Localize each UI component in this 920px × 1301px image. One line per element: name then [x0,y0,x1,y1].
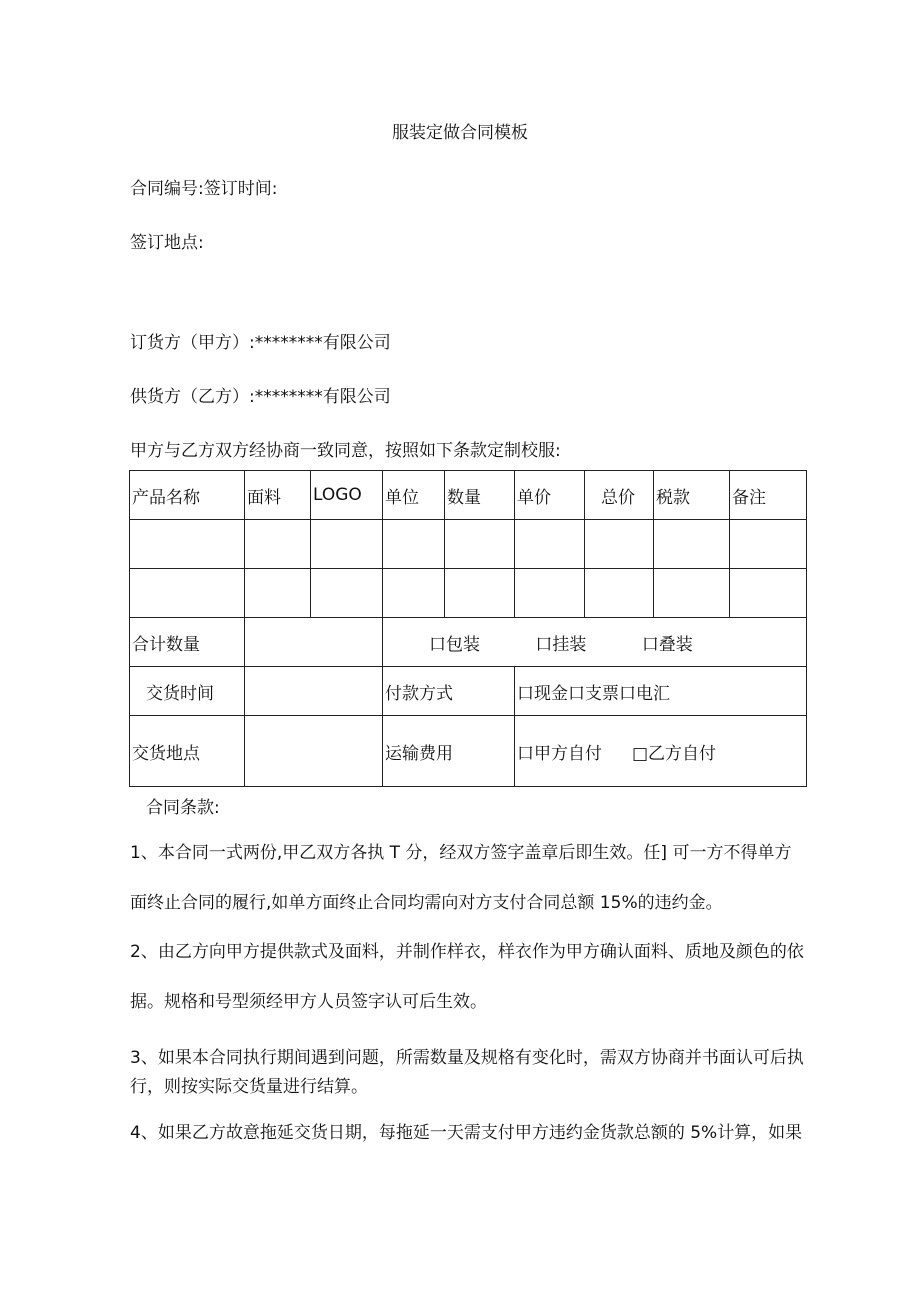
clause-3-line-2: 行，则按实际交货量进行结算。 [130,1077,368,1097]
shipping-cost-options [515,716,807,787]
terms-heading: 合同条款: [146,798,220,818]
clause-2-line-2: 据。规格和号型须经甲方人员签字认可后生效。 [130,992,487,1012]
clause-4-line-1: 4、如果乙方故意拖延交货日期，每拖延一天需支付甲方违约金货款总额的 5%计算，如果 [130,1123,803,1143]
table-cell[interactable] [585,520,654,569]
payment-method-label: 付款方式 [383,667,515,716]
delivery-place-value[interactable] [245,716,383,787]
clause-3-line-1: 3、如果本合同执行期间遇到问题，所需数量及规格有变化时，需双方协商并书面认可后执 [130,1048,804,1068]
table-cell[interactable] [311,569,383,618]
shipping-option-party-b[interactable]: □乙方自付 [632,743,717,764]
shipping-option-party-a[interactable]: 口甲方自付 [517,743,602,764]
table-cell[interactable] [730,569,807,618]
header-logo: LOGO [311,471,383,520]
table-cell[interactable] [654,569,730,618]
clause-1-line-1: 1、本合同一式两份,甲乙双方各执 T 分，经双方签字盖章后即生效。任] 可一方不得单方 [130,843,792,863]
buyer-party: 订货方（甲方）:********有限公司 [130,333,391,353]
order-table [129,470,807,787]
signing-place: 签订地点: [130,233,204,253]
table-cell[interactable] [515,569,585,618]
header-fabric: 面料 [245,471,311,520]
delivery-place-label: 交货地点 [130,716,245,787]
packaging-option-box[interactable]: 口包装 [429,634,480,655]
table-cell[interactable] [311,520,383,569]
header-product-name: 产品名称 [130,471,245,520]
total-quantity-label: 合计数量 [130,618,245,667]
table-row [130,520,807,569]
page-title: 服装定做合同模板 [392,123,528,143]
delivery-time-label: 交货时间 [130,667,245,716]
table-cell[interactable] [445,569,515,618]
clause-2-line-1: 2、由乙方向甲方提供款式及面料，并制作样衣，样衣作为甲方确认面料、质地及颜色的依 [130,942,804,962]
delivery-time-row [130,667,807,716]
table-header-row [130,471,807,520]
header-remarks: 备注 [730,471,807,520]
header-unit-price: 单价 [515,471,585,520]
header-total-price: 总价 [585,471,654,520]
shipping-cost-label: 运输费用 [383,716,515,787]
header-unit: 单位 [383,471,445,520]
table-cell[interactable] [245,569,311,618]
delivery-place-row [130,716,807,787]
table-cell[interactable] [383,520,445,569]
table-cell[interactable] [130,520,245,569]
table-cell[interactable] [445,520,515,569]
intro-text: 甲方与乙方双方经协商一致同意，按照如下条款定制校服: [130,441,561,461]
table-row [130,569,807,618]
table-cell[interactable] [654,520,730,569]
total-quantity-row [130,618,807,667]
seller-party: 供货方（乙方）:********有限公司 [130,387,391,407]
table-cell[interactable] [130,569,245,618]
table-cell[interactable] [730,520,807,569]
table-cell[interactable] [585,569,654,618]
header-tax: 税款 [654,471,730,520]
table-cell[interactable] [245,520,311,569]
total-quantity-value[interactable] [245,618,383,667]
delivery-time-value[interactable] [245,667,383,716]
payment-method-options[interactable]: 口现金口支票口电汇 [515,667,807,716]
contract-number-and-date: 合同编号:签订时间: [130,179,278,199]
header-quantity: 数量 [445,471,515,520]
table-cell[interactable] [383,569,445,618]
packaging-options [383,618,807,667]
packaging-option-fold[interactable]: 口叠装 [641,634,693,655]
clause-1-line-2: 面终止合同的履行,如单方面终止合同均需向对方支付合同总额 15%的违约金。 [130,893,723,913]
table-cell[interactable] [515,520,585,569]
packaging-option-hang[interactable]: 口挂装 [535,634,587,655]
